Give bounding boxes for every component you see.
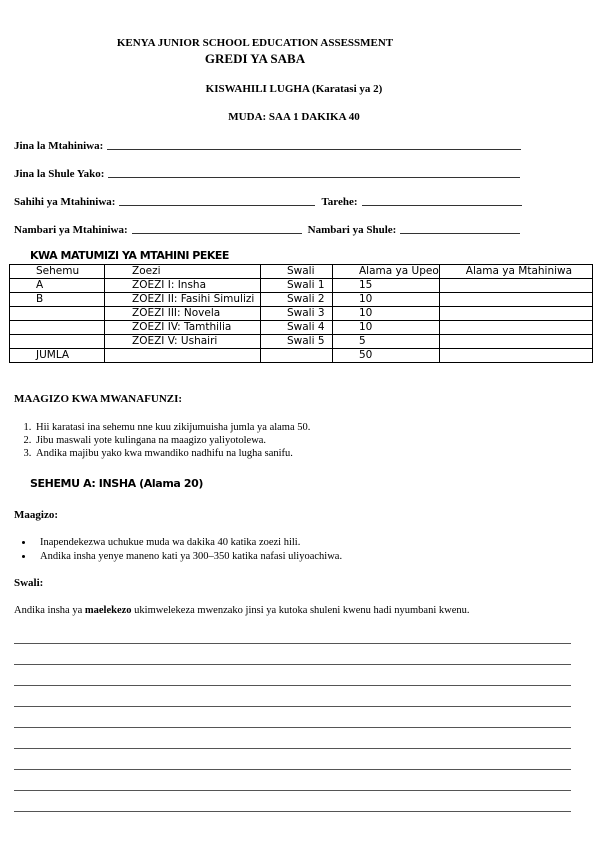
question-keyword: maelekezo (84, 605, 132, 616)
column-header: Alama ya Upeo (333, 265, 440, 279)
column-header: Swali (261, 265, 333, 279)
column-header: Sehemu (10, 265, 105, 279)
answer-line[interactable] (14, 769, 571, 770)
official-use-title: KWA MATUMIZI YA MTAHINI PEKEE (30, 249, 229, 262)
candidate-score-cell[interactable] (439, 307, 592, 321)
answer-line[interactable] (14, 643, 571, 644)
grade-title: GREDI YA SABA (204, 51, 306, 66)
answer-line[interactable] (14, 706, 571, 707)
column-header: Zoezi (105, 265, 261, 279)
section-cell: B (10, 293, 105, 307)
school-number-label: Nambari ya Shule: (307, 224, 397, 236)
max-score-cell: 5 (333, 335, 440, 349)
question-cell: Swali 3 (261, 307, 333, 321)
signature-field[interactable] (119, 205, 315, 206)
instructions-list (14, 421, 310, 460)
question-text-end: ukimwelekeza mwenzako jinsi ya kutoka shuleni kwenu hadi nyumbani kwenu. (131, 605, 470, 616)
signature-label: Sahihi ya Mtahiniwa: (14, 196, 116, 208)
school-number-field[interactable] (400, 233, 520, 234)
signature-date-row (14, 196, 522, 208)
question-cell: Swali 1 (261, 279, 333, 293)
max-score-cell: 10 (333, 293, 440, 307)
candidate-name-field[interactable] (107, 149, 521, 150)
guide-list (14, 536, 342, 564)
subject-title: KISWAHILI LUGHA (Karatasi ya 2) (205, 83, 383, 95)
candidate-number-field[interactable] (132, 233, 302, 234)
exercise-cell: ZOEZI I: Insha (105, 279, 261, 293)
max-score-cell: 10 (333, 321, 440, 335)
school-name-field[interactable] (108, 177, 520, 178)
exam-organization: KENYA JUNIOR SCHOOL EDUCATION ASSESSMENT (116, 37, 394, 49)
candidate-score-cell[interactable] (439, 335, 592, 349)
numbers-row (14, 224, 520, 236)
table-row (10, 307, 593, 321)
candidate-score-cell[interactable] (439, 293, 592, 307)
exercise-cell: ZOEZI IV: Tamthilia (105, 321, 261, 335)
score-table (9, 264, 593, 363)
table-row (10, 279, 593, 293)
question-cell: Swali 5 (261, 335, 333, 349)
answer-line[interactable] (14, 790, 571, 791)
max-score-cell: 10 (333, 307, 440, 321)
school-name-label: Jina la Shule Yako: (14, 168, 105, 180)
list-item: • Inapendekezwa uchukue muda wa dakika 40 katika zoezi hili. (34, 536, 342, 550)
question-cell (261, 349, 333, 363)
column-header: Alama ya Mtahiniwa (439, 265, 592, 279)
list-item: 3. Andika majibu yako kwa mwandiko nadhifu na lugha sanifu. (34, 447, 310, 460)
section-cell (10, 335, 105, 349)
table-row (10, 293, 593, 307)
answer-line[interactable] (14, 727, 571, 728)
instructions-title: MAAGIZO KWA MWANAFUNZI: (14, 393, 183, 405)
question-text-start: Andika insha ya (14, 605, 85, 616)
answer-line[interactable] (14, 685, 571, 686)
section-a-title: SEHEMU A: INSHA (Alama 20) (30, 477, 203, 490)
exam-duration: MUDA: SAA 1 DAKIKA 40 (228, 111, 360, 123)
total-row (10, 349, 593, 363)
school-name-row (14, 168, 520, 180)
score-table-header (10, 265, 593, 279)
candidate-name-row (14, 140, 521, 152)
section-cell: A (10, 279, 105, 293)
candidate-number-label: Nambari ya Mtahiniwa: (14, 224, 128, 236)
list-item: • Andika insha yenye maneno kati ya 300–350 katika nafasi uliyoachiwa. (34, 550, 342, 564)
answer-line[interactable] (14, 811, 571, 812)
exercise-cell: ZOEZI II: Fasihi Simulizi (105, 293, 261, 307)
total-candidate-score-cell[interactable] (439, 349, 592, 363)
answer-line[interactable] (14, 664, 571, 665)
question-cell: Swali 4 (261, 321, 333, 335)
table-row (10, 321, 593, 335)
exercise-cell: ZOEZI III: Novela (105, 307, 261, 321)
date-field[interactable] (362, 205, 522, 206)
table-row (10, 335, 593, 349)
list-item: 1. Hii karatasi ina sehemu nne kuu zikijumuisha jumla ya alama 50. (34, 421, 310, 434)
list-item: 2. Jibu maswali yote kulingana na maagizo yaliyotolewa. (34, 434, 310, 447)
question-text (14, 605, 470, 616)
total-label-cell: JUMLA (10, 349, 105, 363)
candidate-score-cell[interactable] (439, 321, 592, 335)
question-label: Swali: (14, 577, 44, 589)
exercise-cell (105, 349, 261, 363)
candidate-name-label: Jina la Mtahiniwa: (14, 140, 104, 152)
max-score-cell: 15 (333, 279, 440, 293)
date-label: Tarehe: (321, 196, 358, 208)
guide-label: Maagizo: (14, 509, 58, 521)
section-cell (10, 307, 105, 321)
total-max-score-cell: 50 (333, 349, 440, 363)
candidate-score-cell[interactable] (439, 279, 592, 293)
answer-line[interactable] (14, 748, 571, 749)
section-cell (10, 321, 105, 335)
question-cell: Swali 2 (261, 293, 333, 307)
exercise-cell: ZOEZI V: Ushairi (105, 335, 261, 349)
